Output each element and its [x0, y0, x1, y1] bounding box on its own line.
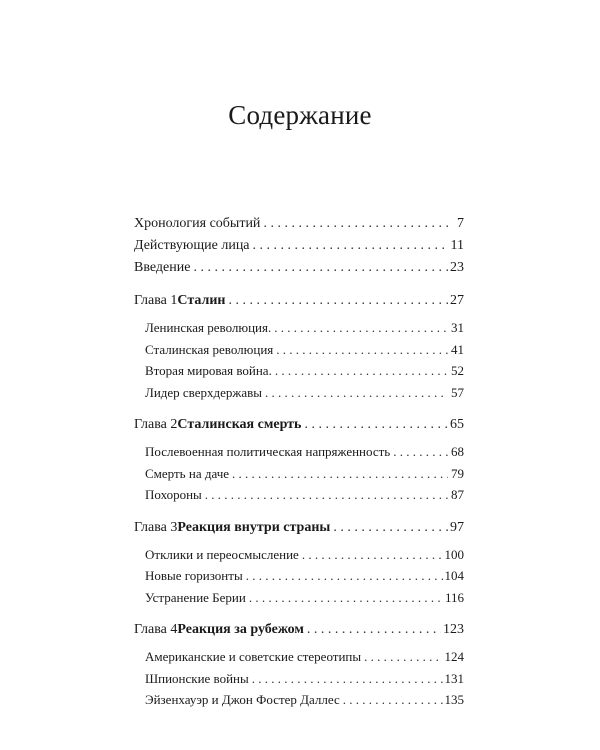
- spacer: [134, 506, 464, 517]
- dot-leader: [232, 463, 448, 485]
- section-label: Смерть на даче: [145, 465, 230, 481]
- section-page: 104: [444, 568, 464, 583]
- dot-leader: [276, 339, 448, 361]
- toc-chapter-3: [134, 517, 464, 539]
- toc-entry-chronology: [134, 213, 464, 235]
- dot-leader: [302, 544, 443, 566]
- dot-leader: [307, 619, 441, 641]
- section-label: Лидер сверхдержавы: [145, 384, 263, 400]
- section-label: Сталинская революция: [145, 341, 274, 357]
- toc-entry-label: Введение: [134, 260, 191, 275]
- section-label: Американские и советские стереотипы: [145, 649, 362, 664]
- dot-leader: [343, 689, 443, 711]
- section-page: 68: [451, 444, 464, 459]
- toc-chapter-1: [134, 290, 464, 312]
- dot-leader: [333, 517, 448, 539]
- toc-section: [134, 441, 464, 463]
- toc-section: [134, 668, 464, 690]
- toc-section: [134, 339, 464, 361]
- section-page: 41: [451, 341, 464, 357]
- section-label: Устранение Берии: [145, 589, 246, 605]
- chapter-number: Глава 2: [134, 417, 178, 432]
- dot-leader: [193, 257, 448, 279]
- toc-section: [134, 484, 464, 506]
- chapter-page: 27: [450, 293, 464, 308]
- section-page: 124: [444, 649, 464, 664]
- section-page: 31: [451, 320, 464, 335]
- toc-entry-page: 23: [450, 260, 464, 275]
- dot-leader: [249, 587, 443, 609]
- dot-leader: [246, 565, 443, 587]
- chapter-title: Реакция внутри страны: [177, 519, 331, 535]
- page-title: Содержание: [228, 100, 372, 130]
- toc-section: [134, 587, 464, 609]
- toc-chapter-2: [134, 414, 464, 436]
- section-label: Послевоенная политическая напряженность: [145, 444, 391, 459]
- toc-entry-label: Хронология событий: [134, 216, 261, 231]
- dot-leader: [228, 290, 448, 312]
- dot-leader: [252, 668, 443, 690]
- section-page: 135: [444, 692, 464, 707]
- spacer: [134, 403, 464, 414]
- spacer: [134, 279, 464, 290]
- chapter-title: Сталин: [177, 293, 226, 308]
- dot-leader: [393, 441, 448, 463]
- chapter-title: Сталинская смерть: [177, 417, 302, 432]
- chapter-number: Глава 3: [134, 519, 178, 535]
- section-page: 116: [444, 589, 464, 605]
- toc-section: [134, 646, 464, 668]
- chapter-number: Глава 4: [134, 622, 178, 637]
- toc-section: [134, 544, 464, 566]
- dot-leader: [274, 317, 448, 339]
- chapter-page: 97: [450, 519, 464, 535]
- section-label: Эйзенхауэр и Джон Фостер Даллес: [145, 692, 340, 707]
- toc-entry-label: Действующие лица: [134, 238, 250, 253]
- toc-section: [134, 463, 464, 485]
- section-label: Похороны: [145, 487, 202, 502]
- toc-entry-introduction: [134, 257, 464, 279]
- dot-leader: [275, 360, 448, 382]
- dot-leader: [304, 414, 448, 436]
- dot-leader: [263, 213, 448, 235]
- toc-entry-page: 11: [450, 238, 464, 253]
- toc-section: [134, 317, 464, 339]
- section-page: 87: [451, 487, 464, 502]
- table-of-contents: [134, 213, 464, 711]
- toc-section: [134, 360, 464, 382]
- section-page: 52: [451, 363, 464, 378]
- toc-section: [134, 565, 464, 587]
- dot-leader: [253, 235, 448, 257]
- chapter-page: 65: [450, 417, 464, 432]
- toc-section: [134, 382, 464, 404]
- chapter-title: Реакция за рубежом: [177, 622, 304, 637]
- section-page: 131: [444, 670, 464, 686]
- dot-leader: [364, 646, 442, 668]
- section-label: Шпионские войны: [145, 670, 249, 686]
- toc-entry-characters: [134, 235, 464, 257]
- section-page: 100: [444, 546, 464, 562]
- chapter-number: Глава 1: [134, 293, 178, 308]
- section-page: 79: [451, 465, 464, 481]
- dot-leader: [265, 382, 448, 404]
- section-label: Отклики и переосмысление: [145, 546, 299, 562]
- toc-chapter-4: [134, 619, 464, 641]
- toc-section: [134, 689, 464, 711]
- section-label: Вторая мировая война.: [145, 363, 272, 378]
- toc-entry-page: 7: [457, 216, 464, 231]
- spacer: [134, 608, 464, 619]
- section-label: Ленинская революция.: [145, 320, 272, 335]
- section-page: 57: [451, 384, 464, 400]
- dot-leader: [205, 484, 448, 506]
- section-label: Новые горизонты: [145, 568, 243, 583]
- chapter-page: 123: [443, 622, 464, 637]
